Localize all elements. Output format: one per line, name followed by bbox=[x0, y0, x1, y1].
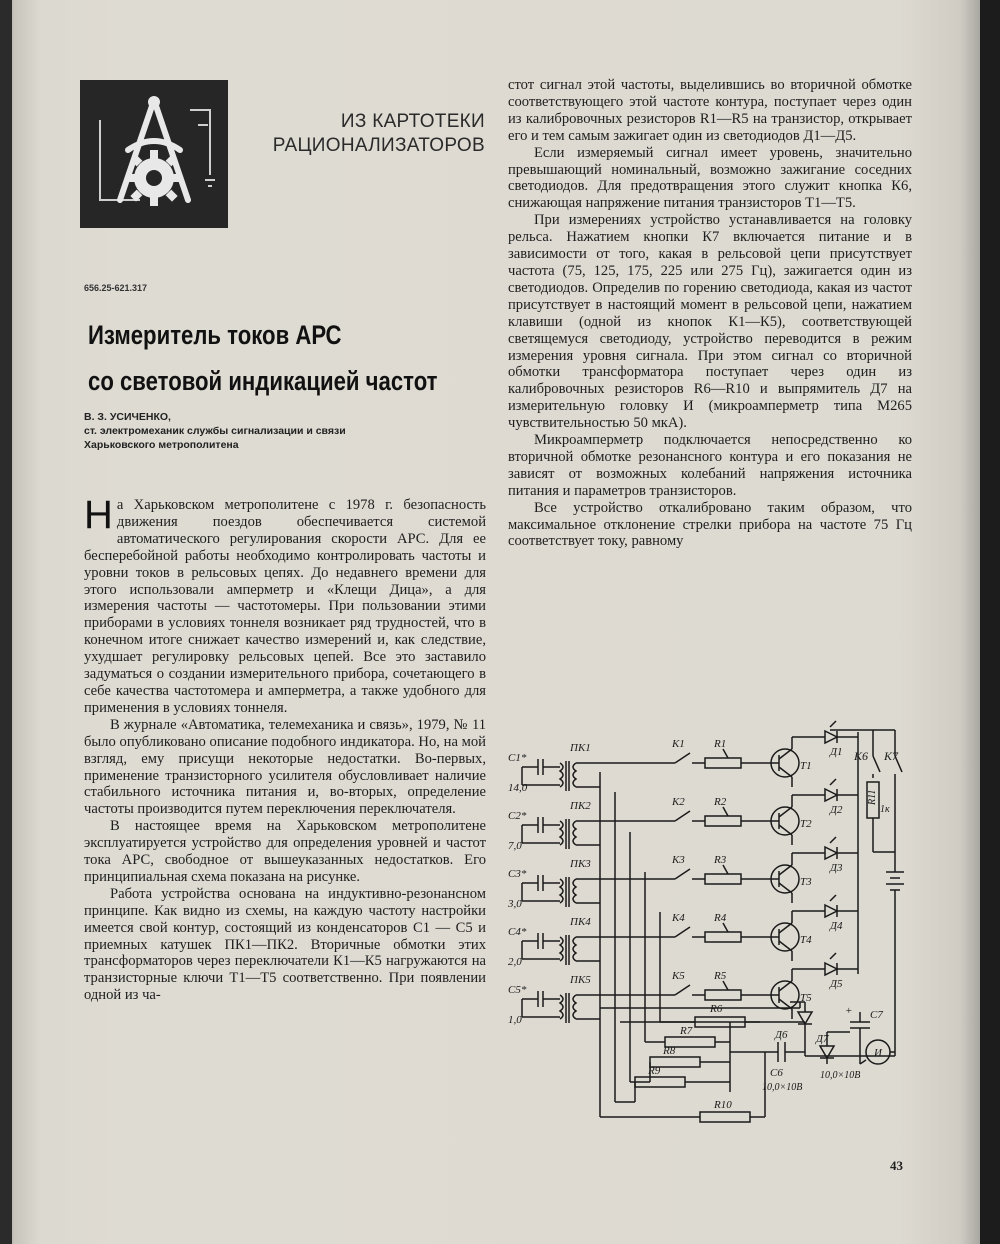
paragraph: стот сигнал этой частоты, выделившись во вторичной обмотке соответствующего этой частоте контура, поступает через один из калибровочных резисторов R1—R5 на транзистор, открывает его и тем самым зажигает один из светодиодов Д1—Д5. bbox=[508, 77, 912, 144]
switch-label: К5 bbox=[672, 970, 685, 982]
led-light-ray bbox=[830, 953, 836, 959]
capacitor-value: 7,0 bbox=[508, 840, 522, 852]
schematic-common-wiring bbox=[600, 730, 904, 1122]
capacitor-label: С5* bbox=[508, 984, 527, 996]
c7-value: 10,0×10В bbox=[820, 1070, 861, 1081]
switch-contact bbox=[675, 869, 690, 879]
resistor-label: R1 bbox=[714, 738, 727, 750]
pickup-coil-label: ПК5 bbox=[570, 974, 591, 986]
capacitor-value: 14,0 bbox=[508, 782, 528, 794]
primary-coil bbox=[560, 763, 563, 787]
text-column-right bbox=[508, 77, 912, 550]
resistor-label: R3 bbox=[714, 854, 727, 866]
author-name: В. З. УСИЧЕНКО, bbox=[84, 411, 171, 423]
resistor-wiper bbox=[723, 749, 728, 758]
switch-label: К3 bbox=[672, 854, 685, 866]
k6-label: К6 bbox=[854, 749, 868, 763]
capacitor-label: С2* bbox=[508, 810, 527, 822]
article-title bbox=[88, 312, 438, 404]
led-light-ray bbox=[830, 779, 836, 785]
transistor-label: Т3 bbox=[800, 876, 812, 888]
book-spine-shadow bbox=[0, 0, 12, 1244]
secondary-coil bbox=[573, 995, 576, 1019]
paragraph: В журнале «Автоматика, телемеханика и связь», 1979, № 11 было опубликовано описание подобного индикатора. Но, на мой взгляд, ему присущи некоторые недостатки. Во-первых, применение транзисторного усилителя обусловливает наличие стабильного источника питания и, во-вторых, определение частоты производится путем переключения переключателя. bbox=[84, 716, 486, 818]
secondary-coil bbox=[573, 821, 576, 845]
led-diode bbox=[825, 905, 837, 917]
r11-label: R11 bbox=[867, 789, 878, 805]
secondary-coil bbox=[573, 879, 576, 903]
resistor-wiper bbox=[723, 981, 728, 990]
primary-coil bbox=[560, 995, 563, 1019]
led-diode bbox=[825, 963, 837, 975]
led-light-ray bbox=[830, 837, 836, 843]
r10-label: R10 bbox=[714, 1099, 732, 1111]
led-diode bbox=[825, 847, 837, 859]
k7-label: К7 bbox=[884, 749, 898, 763]
circuit-schematic bbox=[500, 712, 920, 1132]
compass-gear-icon bbox=[80, 80, 228, 228]
led-label: Д3 bbox=[830, 862, 843, 874]
capacitor-value: 1,0 bbox=[508, 1014, 522, 1026]
resistor bbox=[705, 874, 741, 884]
transistor-emitter bbox=[779, 883, 792, 893]
secondary-coil bbox=[573, 763, 576, 787]
transistor-emitter bbox=[779, 825, 792, 835]
led-label: Д4 bbox=[830, 920, 843, 932]
paragraph: При измерениях устройство устанавливается на головку рельса. Нажатием кнопки К7 включается питание и в зависимости от того, какая в рельсовой цепи присутствует частота (75, 125, 175, 225 или 275 Гц), зажигается один из светодиодов. Определив по горению светодиода, какая из частот присутствует в настоящий момент в рельсовой цепи, нажатием клавиши (одной из кнопок К1—К5), соответствующей светящемуся светодиоду, устройство переводится в режим измерения уровня сигнала. При этом сигнал со вторичной обмотки трансформатора поступает через один из калибровочных резисторов R6—R10 и выпрямитель Д7 на измерительную головку И (микроамперметр типа М265 чувствительностью 50 мкА). bbox=[508, 212, 912, 432]
transistor-emitter bbox=[779, 767, 792, 777]
capacitor-label: С3* bbox=[508, 868, 527, 880]
capacitor-value: 2,0 bbox=[508, 956, 522, 968]
paragraph-text: а Харьковском метрополитене с 1978 г. безопасность движения поездов обеспечивается системой автоматического регулирования скорости АРС. Для ее бесперебойной работы необходимо контролировать частоты и уровни токов в рельсовых цепях. До недавнего времени для этого использовали амперметр и «Клещи Дица», а для измерения частоты — частотомеры. При пользовании этими приборами в условиях тоннеля возникает ряд трудностей, что в конечном итоге снижает качество измерений и, как следствие, ухудшает регулировку рельсовых цепей. Все это заставило задуматься о создании измерительного прибора, сочетающего в себе качества частотомера и амперметра, а также удобного для применения в условиях тоннеля. bbox=[84, 497, 486, 716]
rubric-logo bbox=[80, 80, 228, 228]
title-line-1: Измеритель токов АРС bbox=[88, 320, 342, 350]
transistor-label: Т2 bbox=[800, 818, 812, 830]
c6-value: 10,0×10В bbox=[762, 1082, 803, 1093]
led-light-ray bbox=[830, 721, 836, 727]
transistor-emitter bbox=[779, 941, 792, 951]
switch-label: К2 bbox=[672, 796, 685, 808]
primary-coil bbox=[560, 879, 563, 903]
meter-label: И bbox=[874, 1047, 882, 1059]
pickup-coil-label: ПК2 bbox=[570, 800, 591, 812]
transistor-collector bbox=[779, 981, 792, 991]
resistor bbox=[705, 758, 741, 768]
rubric-line-2: РАЦИОНАЛИЗАТОРОВ bbox=[272, 135, 485, 156]
transistor-collector bbox=[779, 807, 792, 817]
led-label: Д5 bbox=[830, 978, 843, 990]
switch-contact bbox=[675, 985, 690, 995]
transistor-label: Т5 bbox=[800, 992, 812, 1004]
page-number: 43 bbox=[890, 1158, 903, 1173]
led-label: Д1 bbox=[830, 746, 843, 758]
capacitor-value: 3,0 bbox=[508, 898, 522, 910]
resistor-label: R5 bbox=[714, 970, 727, 982]
resistor bbox=[705, 932, 741, 942]
pickup-coil-label: ПК1 bbox=[570, 742, 591, 754]
switch-label: К1 bbox=[672, 738, 685, 750]
capacitor-label: С4* bbox=[508, 926, 527, 938]
switch-contact bbox=[675, 753, 690, 763]
transistor-label: Т4 bbox=[800, 934, 812, 946]
resistor bbox=[705, 816, 741, 826]
switch-contact bbox=[675, 927, 690, 937]
transistor-collector bbox=[779, 865, 792, 875]
d6-label: Д6 bbox=[775, 1029, 788, 1041]
rubric-line-1: ИЗ КАРТОТЕКИ bbox=[340, 111, 485, 132]
r7-label: R7 bbox=[680, 1025, 693, 1037]
resistor-wiper bbox=[723, 807, 728, 816]
resistor-label: R2 bbox=[714, 796, 727, 808]
c6-label: С6 bbox=[770, 1067, 783, 1079]
resistor bbox=[705, 990, 741, 1000]
paragraph: Все устройство откалибровано таким образом, что максимальное отклонение стрелки прибора на частоте 75 Гц соответствует току, равному bbox=[508, 499, 912, 550]
author-organization: Харьковского метрополитена bbox=[84, 439, 239, 451]
paragraph: Микроамперметр подключается непосредственно ко вторичной обмотке резонансного контура и его показания не зависят от возможных колебаний напряжения источника питания и параметров транзисторов. bbox=[508, 432, 912, 499]
paragraph bbox=[84, 493, 486, 717]
capacitor-label: С1* bbox=[508, 752, 527, 764]
text-column-left bbox=[84, 493, 486, 1004]
r8-label: R8 bbox=[663, 1045, 676, 1057]
switch-label: К4 bbox=[672, 912, 685, 924]
transistor-collector bbox=[779, 923, 792, 933]
d7-label: Д7 bbox=[816, 1033, 829, 1045]
author-position: ст. электромеханик службы сигнализации и связи bbox=[84, 425, 346, 437]
c7-plus: + bbox=[845, 1005, 853, 1017]
author-block bbox=[84, 410, 484, 452]
title-line-2: со световой индикацией частот bbox=[88, 366, 438, 396]
r11-value: 1к bbox=[880, 804, 890, 815]
schematic-rows bbox=[507, 721, 858, 1026]
paragraph: В настоящее время на Харьковском метрополитене эксплуатируется устройство для определения уровней и частот тока АРС, свободное от вышеуказанных недостатков. Его принципиальная схема показана на рисунке. bbox=[84, 818, 486, 885]
pickup-coil-label: ПК4 bbox=[570, 916, 591, 928]
primary-coil bbox=[560, 937, 563, 961]
rubric-title bbox=[240, 110, 485, 158]
led-label: Д2 bbox=[830, 804, 843, 816]
pickup-coil-label: ПК3 bbox=[570, 858, 591, 870]
transistor-collector bbox=[779, 749, 792, 759]
resistor-wiper bbox=[723, 865, 728, 874]
resistor-wiper bbox=[723, 923, 728, 932]
r9-label: R9 bbox=[648, 1065, 661, 1077]
paragraph: Если измеряемый сигнал имеет уровень, значительно превышающий номинальный, возможно зажигание соседних светодиодов. Для предотвращения этого служит кнопка К6, снижающая напряжение питания транзисторов Т1—Т5. bbox=[508, 144, 912, 212]
led-diode bbox=[825, 731, 837, 743]
primary-coil bbox=[560, 821, 563, 845]
switch-contact bbox=[675, 811, 690, 821]
paragraph: Работа устройства основана на индуктивно-резонансном принципе. Как видно из схемы, на каждую частоту настройки имеется свой контур, состоящий из конденсаторов С1 — С5 и приемных катушек ПК1—ПК2. Вторичные обмотки этих трансформаторов через переключатели К1—К5 нагружаются на транзисторные ключи Т1—Т5 соответственно. При появлении одной из ча- bbox=[84, 885, 486, 1004]
led-diode bbox=[825, 789, 837, 801]
transistor-label: Т1 bbox=[800, 760, 812, 772]
c7-label: С7 bbox=[870, 1009, 883, 1021]
secondary-coil bbox=[573, 937, 576, 961]
udc-code: 656.25-621.317 bbox=[84, 283, 148, 293]
resistor-label: R4 bbox=[714, 912, 727, 924]
led-light-ray bbox=[830, 895, 836, 901]
r6-label: R6 bbox=[710, 1003, 723, 1015]
drop-cap: Н bbox=[84, 493, 113, 537]
